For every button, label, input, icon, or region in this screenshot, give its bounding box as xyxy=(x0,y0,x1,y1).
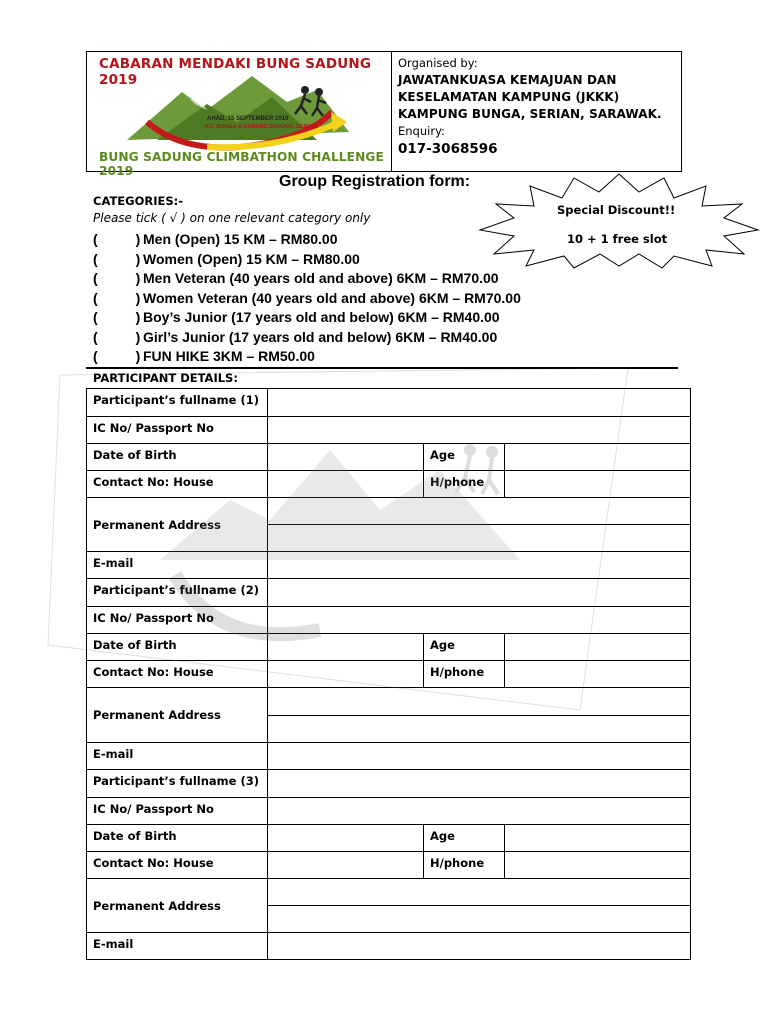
table-row xyxy=(87,770,691,798)
organiser-label: Organised by: xyxy=(398,56,478,70)
section-divider xyxy=(86,367,678,369)
table-row xyxy=(87,444,691,471)
address-field-line-1[interactable] xyxy=(268,688,691,716)
special-discount-offer: 10 + 1 free slot xyxy=(567,232,668,246)
category-checkbox[interactable]: ( ) xyxy=(93,348,141,364)
hphone-field[interactable] xyxy=(505,471,691,498)
address-field-line-2[interactable] xyxy=(268,906,691,933)
category-option[interactable] xyxy=(93,348,521,368)
category-label: FUN HIKE 3KM – RM50.00 xyxy=(143,348,315,364)
table-row xyxy=(87,798,691,825)
contact-label: Contact No: House xyxy=(87,471,268,498)
hphone-label: H/phone xyxy=(424,661,505,688)
category-checkbox[interactable]: ( ) xyxy=(93,250,141,267)
category-label: Men (Open) 15 KM – RM80.00 xyxy=(143,231,338,247)
age-label: Age xyxy=(424,825,505,852)
email-label: E-mail xyxy=(87,933,268,960)
category-option[interactable] xyxy=(93,231,521,251)
address-label: Permanent Address xyxy=(87,688,268,743)
age-field[interactable] xyxy=(505,634,691,661)
fullname-field[interactable] xyxy=(268,770,691,798)
event-logo xyxy=(87,52,392,178)
organiser-line-3: KAMPUNG BUNGA, SERIAN, SARAWAK. xyxy=(398,107,662,121)
table-row xyxy=(87,417,691,444)
address-field-line-2[interactable] xyxy=(268,525,691,552)
categories-title: CATEGORIES:- xyxy=(93,194,184,208)
table-row xyxy=(87,661,691,688)
category-label: Men Veteran (40 years old and above) 6KM – RM70.00 xyxy=(143,270,499,286)
participant-details-title: PARTICIPANT DETAILS: xyxy=(93,371,238,385)
category-checkbox[interactable]: ( ) xyxy=(93,270,141,286)
ic-label: IC No/ Passport No xyxy=(87,798,268,825)
contact-field[interactable] xyxy=(268,661,424,688)
organiser-info xyxy=(392,52,681,171)
category-option[interactable] xyxy=(93,309,521,329)
category-label: Boy’s Junior (17 years old and below) 6KM – RM40.00 xyxy=(143,309,500,325)
age-field[interactable] xyxy=(505,825,691,852)
logo-footer: BUNG SADUNG CLIMBATHON CHALLENGE 2019 xyxy=(99,150,384,178)
fullname-label: Participant’s fullname (3) xyxy=(87,770,268,798)
category-checkbox[interactable]: ( ) xyxy=(93,289,141,306)
address-field-line-2[interactable] xyxy=(268,716,691,743)
dob-field[interactable] xyxy=(268,634,424,661)
hphone-field[interactable] xyxy=(505,661,691,688)
table-row xyxy=(87,471,691,498)
dob-field[interactable] xyxy=(268,825,424,852)
header-box xyxy=(86,51,682,178)
category-checkbox[interactable]: ( ) xyxy=(93,231,141,247)
category-checkbox[interactable]: ( ) xyxy=(93,309,141,325)
table-row xyxy=(87,879,691,906)
ic-field[interactable] xyxy=(268,607,691,634)
category-option[interactable] xyxy=(93,270,521,290)
address-field-line-1[interactable] xyxy=(268,498,691,525)
table-row xyxy=(87,579,691,607)
category-checkbox[interactable]: ( ) xyxy=(93,328,141,345)
table-row xyxy=(87,852,691,879)
categories-instruction: Please tick ( √ ) on one relevant category only xyxy=(93,211,371,225)
age-label: Age xyxy=(424,634,505,661)
dob-label: Date of Birth xyxy=(87,634,268,661)
table-row xyxy=(87,607,691,634)
address-field-line-1[interactable] xyxy=(268,879,691,906)
organiser-line-1: JAWATANKUASA KEMAJUAN DAN xyxy=(398,73,617,87)
ic-label: IC No/ Passport No xyxy=(87,417,268,444)
contact-label: Contact No: House xyxy=(87,852,268,879)
ic-label: IC No/ Passport No xyxy=(87,607,268,634)
table-row xyxy=(87,389,691,417)
category-label: Women (Open) 15 KM – RM80.00 xyxy=(143,250,360,267)
hphone-field[interactable] xyxy=(505,852,691,879)
address-label: Permanent Address xyxy=(87,498,268,552)
category-option[interactable] xyxy=(93,329,521,349)
organiser-line-2: KESELAMATAN KAMPUNG (JKKK) xyxy=(398,90,620,104)
address-label: Permanent Address xyxy=(87,879,268,933)
email-field[interactable] xyxy=(268,552,691,579)
fullname-label: Participant’s fullname (2) xyxy=(87,579,268,607)
email-label: E-mail xyxy=(87,552,268,579)
logo-title: CABARAN MENDAKI BUNG SADUNG 2019 xyxy=(99,56,372,88)
form-title: Group Registration form: xyxy=(279,173,471,190)
age-field[interactable] xyxy=(505,444,691,471)
table-row xyxy=(87,825,691,852)
contact-field[interactable] xyxy=(268,471,424,498)
dob-label: Date of Birth xyxy=(87,444,268,471)
contact-label: Contact No: House xyxy=(87,661,268,688)
table-row xyxy=(87,552,691,579)
category-list xyxy=(93,231,521,368)
fullname-field[interactable] xyxy=(268,579,691,607)
dob-field[interactable] xyxy=(268,444,424,471)
category-option[interactable] xyxy=(93,290,521,310)
category-label: Women Veteran (40 years old and above) 6KM – RM70.00 xyxy=(143,289,521,306)
ic-field[interactable] xyxy=(268,417,691,444)
logo-date: AHAD, 15 SEPTEMBER 2019 xyxy=(207,116,289,122)
category-option[interactable] xyxy=(93,251,521,271)
email-label: E-mail xyxy=(87,743,268,770)
logo-place: KG. BUNGA & GUNUNG SADUNG, SERIAN xyxy=(205,124,317,130)
age-label: Age xyxy=(424,444,505,471)
special-discount-title: Special Discount!! xyxy=(557,203,676,217)
table-row xyxy=(87,743,691,770)
dob-label: Date of Birth xyxy=(87,825,268,852)
enquiry-phone: 017-3068596 xyxy=(398,141,498,157)
fullname-field[interactable] xyxy=(268,389,691,417)
contact-field[interactable] xyxy=(268,852,424,879)
fullname-label: Participant’s fullname (1) xyxy=(87,389,268,417)
table-row xyxy=(87,933,691,960)
email-field[interactable] xyxy=(268,933,691,960)
table-row xyxy=(87,688,691,716)
hphone-label: H/phone xyxy=(424,852,505,879)
hphone-label: H/phone xyxy=(424,471,505,498)
participant-details-table xyxy=(86,388,691,960)
category-label: Girl’s Junior (17 years old and below) 6KM – RM40.00 xyxy=(143,328,498,345)
ic-field[interactable] xyxy=(268,798,691,825)
table-row xyxy=(87,498,691,525)
table-row xyxy=(87,634,691,661)
enquiry-label: Enquiry: xyxy=(398,124,445,138)
email-field[interactable] xyxy=(268,743,691,770)
